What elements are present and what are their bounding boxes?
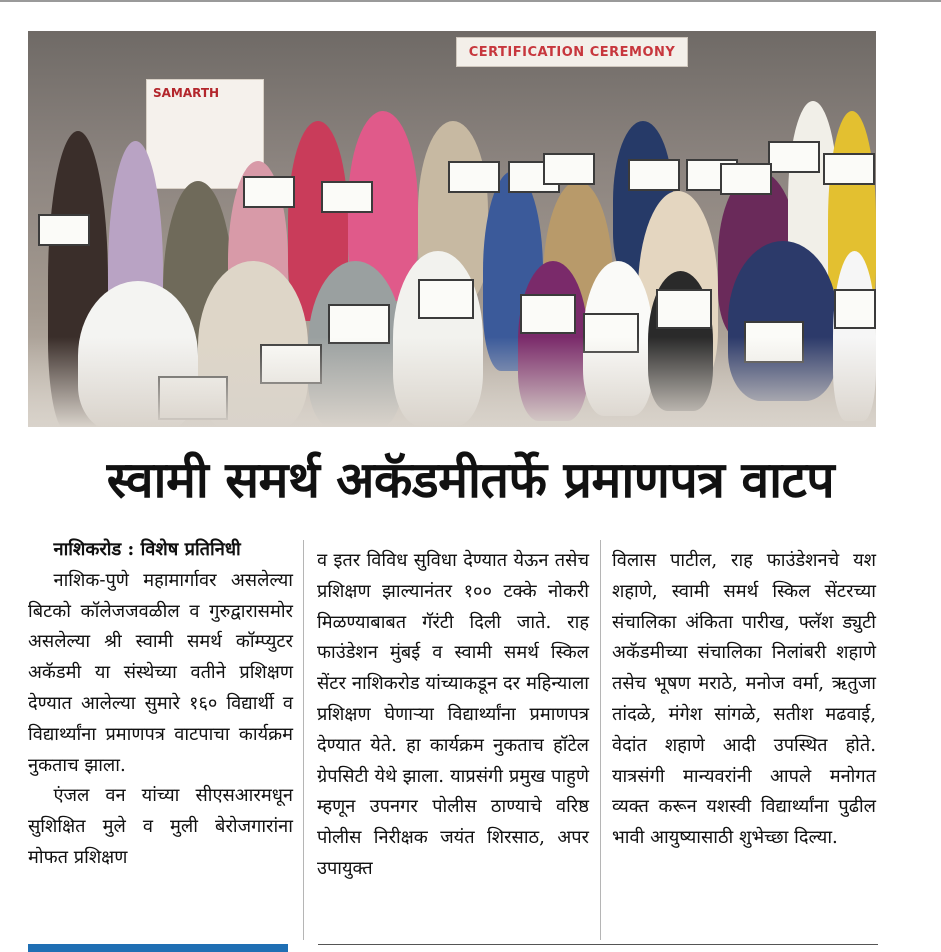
article-column-3 (612, 546, 876, 854)
column-divider (600, 540, 601, 940)
top-rule (0, 0, 941, 2)
headline: स्वामी समर्थ अकॅडमीतर्फे प्रमाणपत्र वाटप (106, 450, 835, 509)
ceremony-banner: CERTIFICATION CEREMONY (456, 37, 688, 67)
dateline: नाशिकरोड : विशेष प्रतिनिधी (53, 539, 241, 560)
article-column-1 (28, 535, 293, 874)
article-column-2 (317, 546, 589, 885)
bottom-accent-bar (28, 944, 288, 952)
paragraph: विलास पाटील, राह फाउंडेशनचे यश शहाणे, स्वामी समर्थ स्किल सेंटरच्या संचालिका अंकिता पारीख, फ्लॅश ड्युटी अकॅडमीच्या संचालिका निलांबरी शहाणे तसेच भूषण मराठे, मनोज वर्मा, ऋतुजा तांदळे, मंगेश सांगळे, सतीश मढवाई, वेदांत शहाणे आदी उपस्थित होते. यात्रसंगी मान्यवरांनी आपले मनोगत व्यक्त करून यशस्वी विद्यार्थ्यांना पुढील भावी आयुष्यासाठी शुभेच्छा दिल्या. (612, 550, 876, 849)
ceremony-photo (28, 31, 876, 427)
paragraph: एंजल वन यांच्या सीएसआरमधून सुशिक्षित मुले व मुली बेरोजगारांना मोफत प्रशिक्षण (28, 785, 293, 868)
academy-standee: SAMARTH (146, 79, 264, 189)
paragraph: नाशिक-पुणे महामार्गावर असलेल्या बिटको कॉलेजजवळील व गुरुद्वारासमोर असलेल्या श्री स्वामी समर्थ कॉम्प्युटर अकॅडमी या संस्थेच्या वतीने प्रशिक्षण देण्यात आलेल्या सुमारे १६० विद्यार्थी व विद्यार्थ्यांना प्रमाणपत्र वाटपाचा कार्यक्रम नुकताच झाला. (28, 569, 293, 776)
bottom-rule (318, 944, 878, 945)
column-divider (303, 540, 304, 940)
paragraph: व इतर विविध सुविधा देण्यात येऊन तसेच प्रशिक्षण झाल्यानंतर १०० टक्के नोकरी मिळण्याबाबत गॅरंटी दिली जाते. राह फाउंडेशन मुंबई व स्वामी समर्थ स्किल सेंटर नाशिकरोड यांच्याकडून दर महिन्याला प्रशिक्षण घेणाऱ्या विद्यार्थ्यांना प्रमाणपत्र देण्यात येते. हा कार्यक्रम नुकताच हॉटेल ग्रेपसिटी येथे झाला. याप्रसंगी प्रमुख पाहुणे म्हणून उपनगर पोलीस ठाण्याचे वरिष्ठ पोलीस निरीक्षक जयंत शिरसाठ, अपर उपायुक्त (317, 550, 589, 879)
